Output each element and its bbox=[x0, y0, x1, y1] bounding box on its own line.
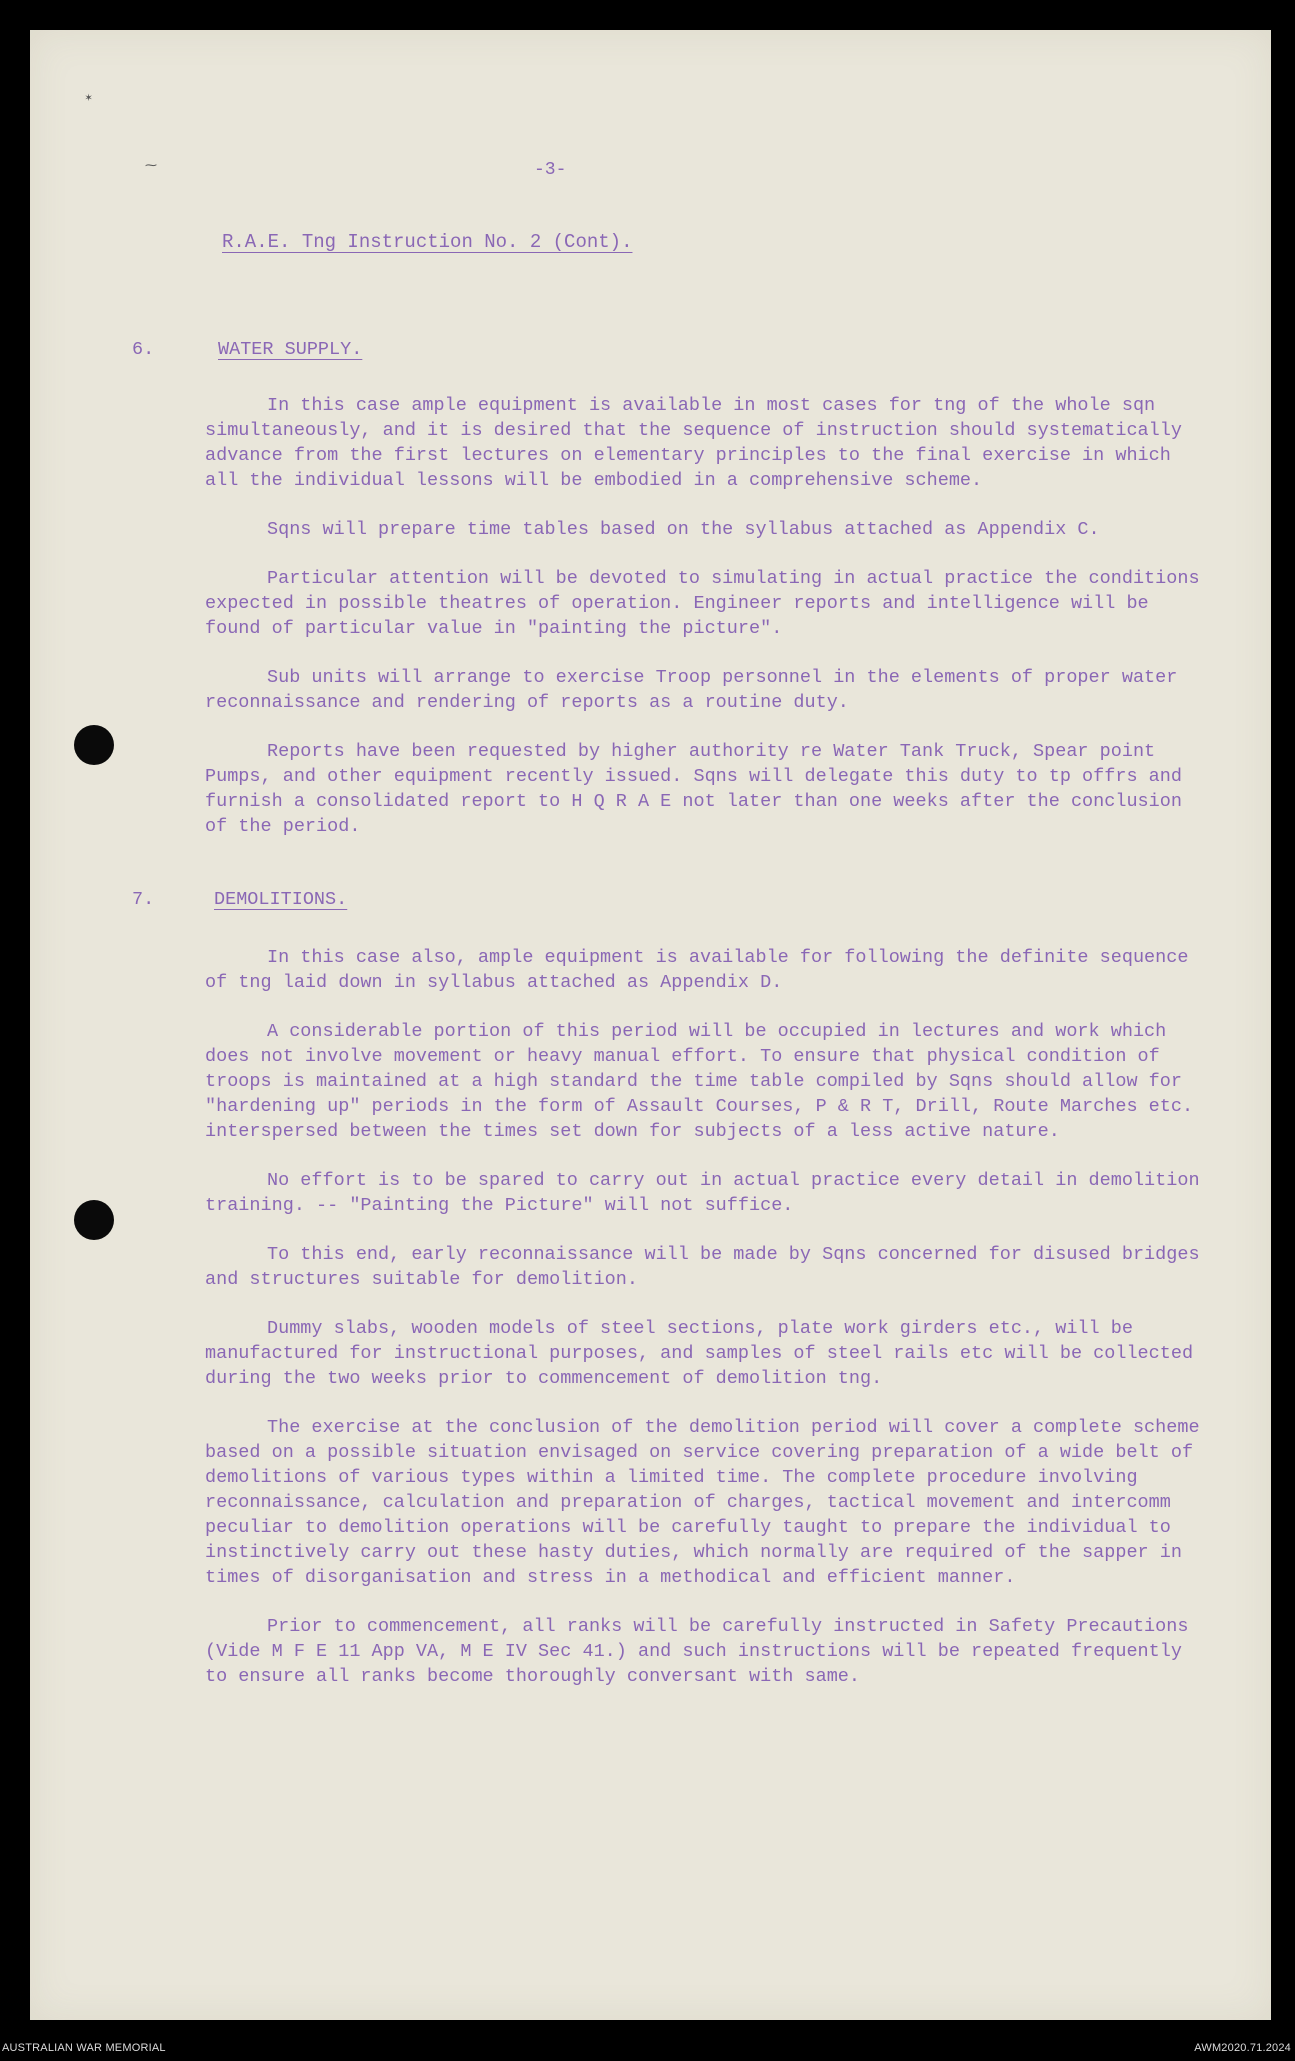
paragraph: Prior to commencement, all ranks will be carefully instructed in Safety Precautions (Vide M F E 11 App VA, M E IV Sec 41.) and such instructions will be repeated frequently to ensure all ranks become thoroughly conversant with same. bbox=[205, 1616, 1189, 1687]
paragraph: In this case ample equipment is available in most cases for tng of the whole sqn simultaneously, and it is desired that the sequence of instruction should systematically advance from the first lectures on elementary principles to the final exercise in which all the individual lessons will be embodied in a comprehensive scheme. bbox=[205, 395, 1182, 491]
paragraph: Particular attention will be devoted to simulating in actual practice the conditions expected in possible theatres of operation. Engineer reports and intelligence will be found of particular value in "painting the picture". bbox=[205, 568, 1200, 639]
paragraph: To this end, early reconnaissance will be made by Sqns concerned for disused bridges and structures suitable for demolition. bbox=[205, 1244, 1200, 1290]
punch-hole bbox=[74, 1200, 114, 1240]
paragraph: In this case also, ample equipment is available for following the definite sequence of tng laid down in syllabus attached as Appendix D. bbox=[205, 947, 1189, 993]
paragraph: Reports have been requested by higher authority re Water Tank Truck, Spear point Pumps, and other equipment recently issued. Sqns will delegate this duty to tp offrs and furnish a consolidated report to H Q R A E not later than one weeks after the conclusion of the period. bbox=[205, 741, 1182, 837]
footer-institution: AUSTRALIAN WAR MEMORIAL bbox=[2, 2042, 166, 2054]
document-title: R.A.E. Tng Instruction No. 2 (Cont). bbox=[222, 231, 633, 253]
section-body-water-supply bbox=[205, 393, 1215, 839]
footer-accession-number: AWM2020.71.2024 bbox=[1194, 2042, 1291, 2054]
paragraph: No effort is to be spared to carry out in actual practice every detail in demolition training. -- "Painting the Picture" will not suffice. bbox=[205, 1170, 1200, 1216]
paragraph: Sub units will arrange to exercise Troop personnel in the elements of proper water reconnaissance and rendering of reports as a routine duty. bbox=[205, 667, 1178, 713]
section-heading-demolitions: DEMOLITIONS. bbox=[214, 889, 348, 910]
section-heading-water-supply: WATER SUPPLY. bbox=[218, 339, 363, 360]
section-number: 6. bbox=[132, 339, 155, 360]
paper-blemish: ⁓ bbox=[145, 159, 157, 173]
section-body-demolitions bbox=[205, 945, 1215, 1689]
page-number: -3- bbox=[534, 160, 567, 180]
paragraph: The exercise at the conclusion of the demolition period will cover a complete scheme based on a possible situation envisaged on service covering preparation of a wide belt of demolitions of various types within a limited time. The complete procedure involving reconnaissance, calculation and preparation of charges, tactical movement and intercomm peculiar to demolition operations will be carefully taught to prepare the individual to instinctively carry out these hasty duties, which normally are required of the sapper in times of disorganisation and stress in a methodical and efficient manner. bbox=[205, 1417, 1200, 1588]
paragraph: Sqns will prepare time tables based on the syllabus attached as Appendix C. bbox=[267, 519, 1100, 540]
paper-blemish: ✶ bbox=[85, 91, 93, 105]
paragraph: Dummy slabs, wooden models of steel sections, plate work girders etc., will be manufactured for instructional purposes, and samples of steel rails etc will be collected during the two weeks prior to commencement of demolition tng. bbox=[205, 1318, 1194, 1389]
punch-hole bbox=[74, 725, 114, 765]
paragraph: A considerable portion of this period will be occupied in lectures and work which does not involve movement or heavy manual effort. To ensure that physical condition of troops is maintained at a high standard the time table compiled by Sqns should allow for "hardening up" periods in the form of Assault Courses, P & R T, Drill, Route Marches etc. interspersed between the times set down for subjects of a less active nature. bbox=[205, 1021, 1194, 1142]
section-number: 7. bbox=[132, 889, 155, 910]
